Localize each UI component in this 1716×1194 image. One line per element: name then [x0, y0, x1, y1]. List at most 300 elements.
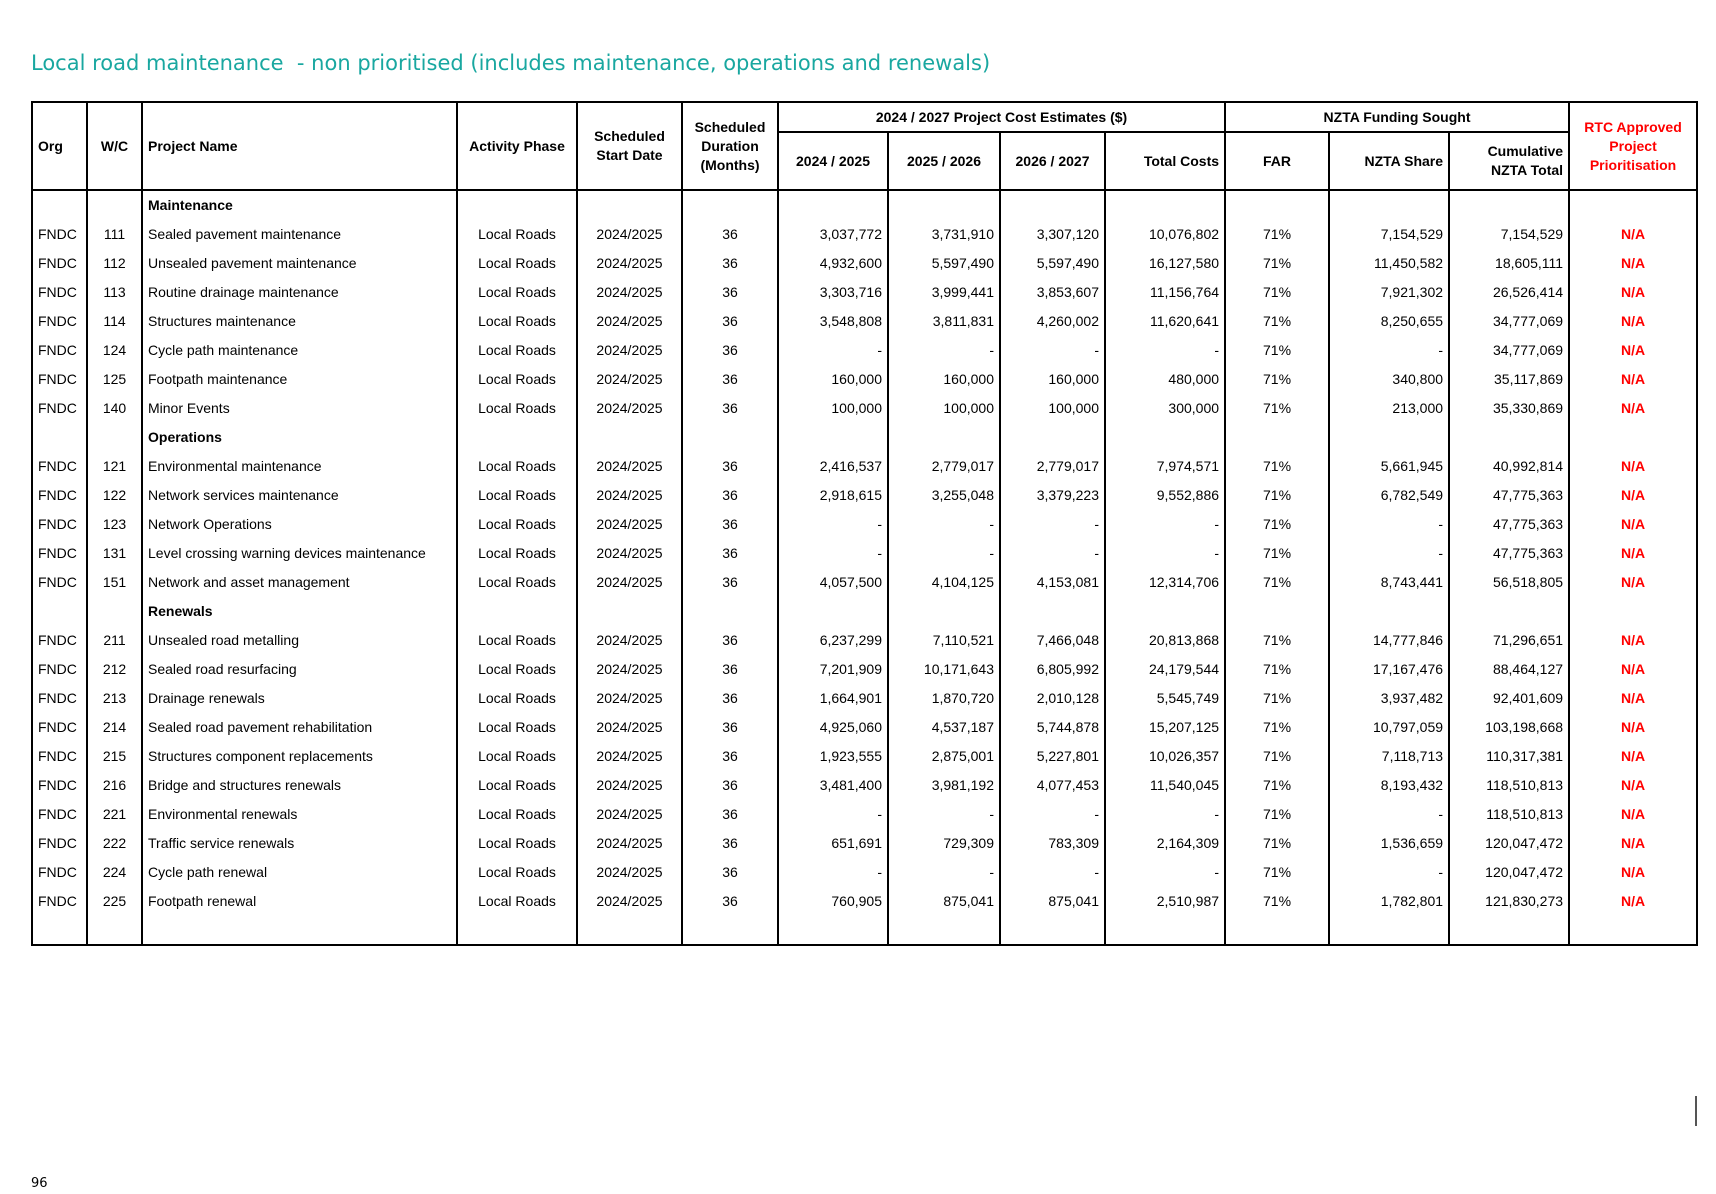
empty-cell: [1569, 916, 1697, 945]
row-project-name: Level crossing warning devices maintenance: [142, 539, 457, 568]
edge-mark: [1695, 1096, 1697, 1126]
table-row: [32, 684, 1697, 713]
row-start-date: 2024/2025: [577, 394, 682, 423]
row-duration: 36: [682, 829, 778, 858]
row-cost-2024-2025: 1,664,901: [778, 684, 888, 713]
row-total-costs: 5,545,749: [1105, 684, 1225, 713]
row-cost-2026-2027: 2,779,017: [1000, 452, 1105, 481]
row-far: 71%: [1225, 742, 1329, 771]
row-cost-2026-2027: 100,000: [1000, 394, 1105, 423]
empty-cell: [457, 916, 577, 945]
row-project-name: Structures component replacements: [142, 742, 457, 771]
row-cost-2025-2026: 3,981,192: [888, 771, 1000, 800]
header-wc: W/C: [87, 102, 142, 190]
row-far: 71%: [1225, 887, 1329, 916]
section-heading: Renewals: [142, 597, 457, 626]
row-total-costs: 2,510,987: [1105, 887, 1225, 916]
row-far: 71%: [1225, 713, 1329, 742]
row-cost-2026-2027: 3,379,223: [1000, 481, 1105, 510]
spacer-row: [32, 916, 1697, 945]
row-duration: 36: [682, 626, 778, 655]
empty-cell: [1329, 190, 1449, 220]
empty-cell: [1225, 423, 1329, 452]
row-wc: 214: [87, 713, 142, 742]
row-rtc: N/A: [1569, 365, 1697, 394]
row-org: FNDC: [32, 771, 87, 800]
row-project-name: Unsealed road metalling: [142, 626, 457, 655]
row-duration: 36: [682, 887, 778, 916]
empty-cell: [888, 597, 1000, 626]
project-table: [31, 101, 1698, 946]
row-cumulative: 71,296,651: [1449, 626, 1569, 655]
row-activity-phase: Local Roads: [457, 278, 577, 307]
row-nzta-share: -: [1329, 800, 1449, 829]
empty-cell: [1569, 423, 1697, 452]
row-activity-phase: Local Roads: [457, 307, 577, 336]
row-total-costs: 300,000: [1105, 394, 1225, 423]
row-cost-2026-2027: 5,597,490: [1000, 249, 1105, 278]
row-org: FNDC: [32, 394, 87, 423]
row-total-costs: 10,076,802: [1105, 220, 1225, 249]
empty-cell: [1449, 916, 1569, 945]
row-start-date: 2024/2025: [577, 336, 682, 365]
row-total-costs: -: [1105, 510, 1225, 539]
row-cumulative: 103,198,668: [1449, 713, 1569, 742]
table-row: [32, 249, 1697, 278]
row-rtc: N/A: [1569, 887, 1697, 916]
row-duration: 36: [682, 713, 778, 742]
row-org: FNDC: [32, 858, 87, 887]
row-cumulative: 34,777,069: [1449, 336, 1569, 365]
row-project-name: Traffic service renewals: [142, 829, 457, 858]
row-cost-2024-2025: 100,000: [778, 394, 888, 423]
row-cost-2024-2025: 4,925,060: [778, 713, 888, 742]
row-duration: 36: [682, 394, 778, 423]
row-cost-2026-2027: 4,077,453: [1000, 771, 1105, 800]
row-start-date: 2024/2025: [577, 742, 682, 771]
row-activity-phase: Local Roads: [457, 365, 577, 394]
row-org: FNDC: [32, 539, 87, 568]
row-org: FNDC: [32, 742, 87, 771]
row-project-name: Sealed road pavement rehabilitation: [142, 713, 457, 742]
table-row: [32, 365, 1697, 394]
row-org: FNDC: [32, 510, 87, 539]
row-duration: 36: [682, 568, 778, 597]
row-wc: 225: [87, 887, 142, 916]
row-cost-2026-2027: 2,010,128: [1000, 684, 1105, 713]
table-row: [32, 568, 1697, 597]
row-rtc: N/A: [1569, 307, 1697, 336]
row-project-name: Bridge and structures renewals: [142, 771, 457, 800]
row-nzta-share: 1,782,801: [1329, 887, 1449, 916]
empty-cell: [1000, 423, 1105, 452]
table-row: [32, 394, 1697, 423]
row-cost-2025-2026: 3,255,048: [888, 481, 1000, 510]
row-far: 71%: [1225, 655, 1329, 684]
row-project-name: Cycle path renewal: [142, 858, 457, 887]
row-activity-phase: Local Roads: [457, 510, 577, 539]
row-cumulative: 26,526,414: [1449, 278, 1569, 307]
row-cost-2024-2025: 7,201,909: [778, 655, 888, 684]
row-cost-2025-2026: 729,309: [888, 829, 1000, 858]
row-project-name: Routine drainage maintenance: [142, 278, 457, 307]
row-cumulative: 88,464,127: [1449, 655, 1569, 684]
row-nzta-share: 8,250,655: [1329, 307, 1449, 336]
row-duration: 36: [682, 336, 778, 365]
row-total-costs: 20,813,868: [1105, 626, 1225, 655]
table-row: [32, 713, 1697, 742]
row-rtc: N/A: [1569, 655, 1697, 684]
row-cost-2024-2025: 3,548,808: [778, 307, 888, 336]
row-nzta-share: 7,154,529: [1329, 220, 1449, 249]
header-org: Org: [32, 102, 87, 190]
row-project-name: Network Operations: [142, 510, 457, 539]
section-row: [32, 190, 1697, 220]
row-start-date: 2024/2025: [577, 452, 682, 481]
row-duration: 36: [682, 452, 778, 481]
row-cost-2026-2027: 3,853,607: [1000, 278, 1105, 307]
row-org: FNDC: [32, 713, 87, 742]
row-far: 71%: [1225, 481, 1329, 510]
row-total-costs: 16,127,580: [1105, 249, 1225, 278]
empty-cell: [1329, 916, 1449, 945]
row-nzta-share: 11,450,582: [1329, 249, 1449, 278]
empty-cell: [87, 916, 142, 945]
row-project-name: Footpath renewal: [142, 887, 457, 916]
row-org: FNDC: [32, 800, 87, 829]
row-rtc: N/A: [1569, 394, 1697, 423]
empty-cell: [682, 190, 778, 220]
row-cumulative: 120,047,472: [1449, 858, 1569, 887]
row-duration: 36: [682, 800, 778, 829]
row-cost-2025-2026: 4,104,125: [888, 568, 1000, 597]
row-cost-2026-2027: 4,153,081: [1000, 568, 1105, 597]
row-total-costs: -: [1105, 539, 1225, 568]
empty-cell: [87, 423, 142, 452]
row-total-costs: 24,179,544: [1105, 655, 1225, 684]
row-nzta-share: 7,921,302: [1329, 278, 1449, 307]
row-org: FNDC: [32, 307, 87, 336]
table-row: [32, 481, 1697, 510]
row-nzta-share: 7,118,713: [1329, 742, 1449, 771]
header-far: FAR: [1225, 132, 1329, 190]
row-cost-2025-2026: 7,110,521: [888, 626, 1000, 655]
row-start-date: 2024/2025: [577, 510, 682, 539]
row-cost-2026-2027: -: [1000, 800, 1105, 829]
row-activity-phase: Local Roads: [457, 800, 577, 829]
row-rtc: N/A: [1569, 278, 1697, 307]
empty-cell: [1329, 597, 1449, 626]
header-cumulative: Cumulative NZTA Total: [1449, 132, 1569, 190]
row-cost-2024-2025: 2,416,537: [778, 452, 888, 481]
table-row: [32, 336, 1697, 365]
row-cost-2025-2026: 2,875,001: [888, 742, 1000, 771]
row-far: 71%: [1225, 452, 1329, 481]
empty-cell: [778, 916, 888, 945]
row-start-date: 2024/2025: [577, 829, 682, 858]
row-cost-2026-2027: -: [1000, 539, 1105, 568]
row-duration: 36: [682, 249, 778, 278]
empty-cell: [32, 423, 87, 452]
row-activity-phase: Local Roads: [457, 626, 577, 655]
row-cost-2026-2027: 7,466,048: [1000, 626, 1105, 655]
row-rtc: N/A: [1569, 336, 1697, 365]
row-start-date: 2024/2025: [577, 800, 682, 829]
table-row: [32, 742, 1697, 771]
row-far: 71%: [1225, 336, 1329, 365]
row-cost-2024-2025: 1,923,555: [778, 742, 888, 771]
row-duration: 36: [682, 481, 778, 510]
row-nzta-share: -: [1329, 539, 1449, 568]
empty-cell: [577, 190, 682, 220]
row-far: 71%: [1225, 249, 1329, 278]
row-cumulative: 35,117,869: [1449, 365, 1569, 394]
row-cumulative: 47,775,363: [1449, 539, 1569, 568]
row-start-date: 2024/2025: [577, 771, 682, 800]
row-rtc: N/A: [1569, 452, 1697, 481]
row-cost-2025-2026: -: [888, 510, 1000, 539]
table-row: [32, 771, 1697, 800]
empty-cell: [1449, 190, 1569, 220]
row-cost-2024-2025: 3,303,716: [778, 278, 888, 307]
empty-cell: [888, 190, 1000, 220]
section-row: [32, 423, 1697, 452]
header-cost-group: 2024 / 2027 Project Cost Estimates ($): [778, 102, 1225, 132]
row-cost-2025-2026: 5,597,490: [888, 249, 1000, 278]
table-row: [32, 655, 1697, 684]
row-activity-phase: Local Roads: [457, 220, 577, 249]
empty-cell: [1449, 597, 1569, 626]
row-cumulative: 7,154,529: [1449, 220, 1569, 249]
row-cumulative: 40,992,814: [1449, 452, 1569, 481]
row-cost-2026-2027: 5,744,878: [1000, 713, 1105, 742]
table-row: [32, 829, 1697, 858]
row-activity-phase: Local Roads: [457, 742, 577, 771]
section-heading: Maintenance: [142, 190, 457, 220]
row-far: 71%: [1225, 771, 1329, 800]
row-cumulative: 121,830,273: [1449, 887, 1569, 916]
header-funding-group: NZTA Funding Sought: [1225, 102, 1569, 132]
row-wc: 211: [87, 626, 142, 655]
header-rtc: RTC Approved Project Prioritisation: [1569, 102, 1697, 190]
row-cost-2025-2026: 3,731,910: [888, 220, 1000, 249]
row-cost-2026-2027: 6,805,992: [1000, 655, 1105, 684]
row-nzta-share: 1,536,659: [1329, 829, 1449, 858]
row-org: FNDC: [32, 829, 87, 858]
row-total-costs: -: [1105, 336, 1225, 365]
empty-cell: [1225, 597, 1329, 626]
row-rtc: N/A: [1569, 510, 1697, 539]
header-2026-2027: 2026 / 2027: [1000, 132, 1105, 190]
row-wc: 131: [87, 539, 142, 568]
row-wc: 113: [87, 278, 142, 307]
empty-cell: [888, 916, 1000, 945]
empty-cell: [778, 423, 888, 452]
row-cost-2025-2026: 160,000: [888, 365, 1000, 394]
row-project-name: Drainage renewals: [142, 684, 457, 713]
row-project-name: Footpath maintenance: [142, 365, 457, 394]
row-nzta-share: 8,193,432: [1329, 771, 1449, 800]
row-org: FNDC: [32, 365, 87, 394]
row-nzta-share: -: [1329, 858, 1449, 887]
empty-cell: [1449, 423, 1569, 452]
row-total-costs: 10,026,357: [1105, 742, 1225, 771]
row-start-date: 2024/2025: [577, 249, 682, 278]
row-cost-2026-2027: 4,260,002: [1000, 307, 1105, 336]
empty-cell: [87, 190, 142, 220]
row-rtc: N/A: [1569, 481, 1697, 510]
empty-cell: [32, 916, 87, 945]
section-row: [32, 597, 1697, 626]
row-cumulative: 47,775,363: [1449, 510, 1569, 539]
table-row: [32, 452, 1697, 481]
empty-cell: [682, 916, 778, 945]
row-duration: 36: [682, 655, 778, 684]
empty-cell: [1105, 597, 1225, 626]
row-nzta-share: 6,782,549: [1329, 481, 1449, 510]
row-cost-2025-2026: -: [888, 336, 1000, 365]
row-nzta-share: 340,800: [1329, 365, 1449, 394]
row-cost-2025-2026: 3,999,441: [888, 278, 1000, 307]
row-nzta-share: -: [1329, 510, 1449, 539]
row-cumulative: 118,510,813: [1449, 800, 1569, 829]
row-project-name: Structures maintenance: [142, 307, 457, 336]
row-start-date: 2024/2025: [577, 220, 682, 249]
page-title: Local road maintenance - non prioritised (includes maintenance, operations and renewals): [31, 51, 991, 75]
table-row: [32, 220, 1697, 249]
row-org: FNDC: [32, 220, 87, 249]
header-activity-phase: Activity Phase: [457, 102, 577, 190]
row-activity-phase: Local Roads: [457, 684, 577, 713]
row-cost-2024-2025: -: [778, 539, 888, 568]
empty-cell: [1000, 916, 1105, 945]
table-row: [32, 858, 1697, 887]
row-wc: 151: [87, 568, 142, 597]
row-cost-2024-2025: 160,000: [778, 365, 888, 394]
row-activity-phase: Local Roads: [457, 771, 577, 800]
row-start-date: 2024/2025: [577, 539, 682, 568]
empty-cell: [1329, 423, 1449, 452]
row-org: FNDC: [32, 249, 87, 278]
row-activity-phase: Local Roads: [457, 336, 577, 365]
empty-cell: [87, 597, 142, 626]
row-cost-2026-2027: 875,041: [1000, 887, 1105, 916]
row-rtc: N/A: [1569, 626, 1697, 655]
header-2024-2025: 2024 / 2025: [778, 132, 888, 190]
row-start-date: 2024/2025: [577, 481, 682, 510]
row-cost-2026-2027: -: [1000, 858, 1105, 887]
page-number: 96: [31, 1176, 48, 1191]
row-far: 71%: [1225, 394, 1329, 423]
row-far: 71%: [1225, 858, 1329, 887]
row-rtc: N/A: [1569, 800, 1697, 829]
row-activity-phase: Local Roads: [457, 249, 577, 278]
row-nzta-share: 3,937,482: [1329, 684, 1449, 713]
row-cost-2025-2026: 875,041: [888, 887, 1000, 916]
empty-cell: [32, 190, 87, 220]
row-duration: 36: [682, 365, 778, 394]
row-far: 71%: [1225, 568, 1329, 597]
empty-cell: [577, 597, 682, 626]
row-project-name: Environmental maintenance: [142, 452, 457, 481]
row-rtc: N/A: [1569, 684, 1697, 713]
table-row: [32, 887, 1697, 916]
row-total-costs: 11,156,764: [1105, 278, 1225, 307]
row-activity-phase: Local Roads: [457, 539, 577, 568]
row-duration: 36: [682, 220, 778, 249]
empty-cell: [888, 423, 1000, 452]
row-cost-2026-2027: -: [1000, 336, 1105, 365]
row-cumulative: 120,047,472: [1449, 829, 1569, 858]
row-cost-2026-2027: 160,000: [1000, 365, 1105, 394]
row-wc: 212: [87, 655, 142, 684]
empty-cell: [778, 190, 888, 220]
row-rtc: N/A: [1569, 742, 1697, 771]
row-duration: 36: [682, 510, 778, 539]
row-cost-2024-2025: 3,037,772: [778, 220, 888, 249]
row-duration: 36: [682, 858, 778, 887]
row-org: FNDC: [32, 481, 87, 510]
row-wc: 125: [87, 365, 142, 394]
row-duration: 36: [682, 771, 778, 800]
row-cost-2026-2027: 3,307,120: [1000, 220, 1105, 249]
row-rtc: N/A: [1569, 220, 1697, 249]
empty-cell: [457, 597, 577, 626]
row-rtc: N/A: [1569, 829, 1697, 858]
row-project-name: Sealed pavement maintenance: [142, 220, 457, 249]
row-wc: 111: [87, 220, 142, 249]
row-wc: 222: [87, 829, 142, 858]
row-start-date: 2024/2025: [577, 713, 682, 742]
row-rtc: N/A: [1569, 539, 1697, 568]
row-cost-2024-2025: -: [778, 336, 888, 365]
row-duration: 36: [682, 307, 778, 336]
row-org: FNDC: [32, 568, 87, 597]
row-rtc: N/A: [1569, 771, 1697, 800]
table-row: [32, 307, 1697, 336]
table-row: [32, 800, 1697, 829]
row-wc: 140: [87, 394, 142, 423]
row-far: 71%: [1225, 278, 1329, 307]
empty-cell: [682, 423, 778, 452]
row-nzta-share: 213,000: [1329, 394, 1449, 423]
row-project-name: Unsealed pavement maintenance: [142, 249, 457, 278]
row-duration: 36: [682, 742, 778, 771]
row-rtc: N/A: [1569, 713, 1697, 742]
row-nzta-share: 17,167,476: [1329, 655, 1449, 684]
row-far: 71%: [1225, 684, 1329, 713]
header-duration: Scheduled Duration (Months): [682, 102, 778, 190]
row-org: FNDC: [32, 278, 87, 307]
row-cost-2024-2025: 2,918,615: [778, 481, 888, 510]
row-total-costs: 9,552,886: [1105, 481, 1225, 510]
row-start-date: 2024/2025: [577, 858, 682, 887]
row-cost-2025-2026: 3,811,831: [888, 307, 1000, 336]
row-cost-2024-2025: -: [778, 800, 888, 829]
row-cost-2024-2025: 651,691: [778, 829, 888, 858]
row-activity-phase: Local Roads: [457, 858, 577, 887]
row-cumulative: 110,317,381: [1449, 742, 1569, 771]
table-header: [32, 102, 1697, 190]
row-project-name: Network services maintenance: [142, 481, 457, 510]
row-far: 71%: [1225, 800, 1329, 829]
row-far: 71%: [1225, 829, 1329, 858]
row-cost-2025-2026: 1,870,720: [888, 684, 1000, 713]
row-cost-2024-2025: -: [778, 858, 888, 887]
row-cost-2024-2025: 6,237,299: [778, 626, 888, 655]
row-far: 71%: [1225, 365, 1329, 394]
row-org: FNDC: [32, 452, 87, 481]
